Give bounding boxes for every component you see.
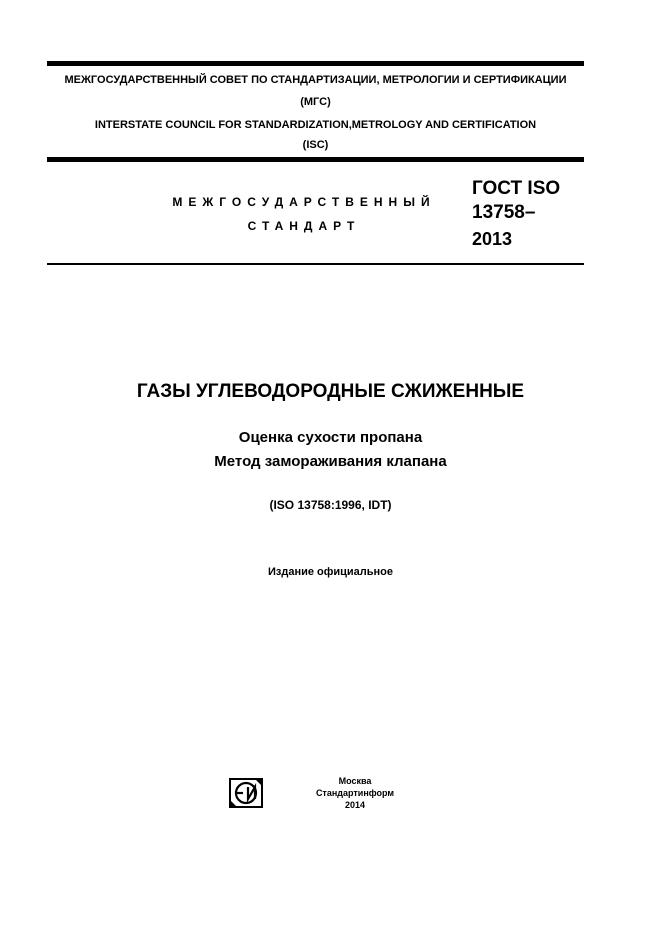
council-name-ru: МЕЖГОСУДАРСТВЕННЫЙ СОВЕТ ПО СТАНДАРТИЗАЦИИ, МЕТРОЛОГИИ И СЕРТИФИКАЦИИ: [64, 74, 567, 86]
standard-code-line2: 13758–: [472, 202, 536, 223]
council-abbr-en: (ISC): [302, 139, 329, 151]
publisher-city: Москва: [338, 776, 372, 786]
bottom-rule: [47, 263, 584, 265]
standard-code-line1: ГОСТ ISO: [472, 178, 561, 199]
council-name-en: INTERSTATE COUNCIL FOR STANDARDIZATION,METROLOGY AND CERTIFICATION: [94, 119, 537, 131]
document-title: ГАЗЫ УГЛЕВОДОРОДНЫЕ СЖИЖЕННЫЕ: [136, 381, 525, 402]
standartinform-logo-icon: [229, 778, 263, 808]
document-subtitle-1: Оценка сухости пропана: [238, 429, 423, 446]
iso-reference: (ISO 13758:1996, IDT): [269, 498, 392, 512]
standard-type-line2: СТАНДАРТ: [247, 219, 361, 233]
document-subtitle-2: Метод замораживания клапана: [214, 453, 447, 470]
top-rule: [47, 61, 584, 66]
publisher-name: Стандартинформ: [315, 788, 395, 798]
standard-code-line3: 2013: [472, 229, 513, 249]
middle-rule: [47, 157, 584, 162]
standard-type-line1: МЕЖГОСУДАРСТВЕННЫЙ: [172, 195, 436, 209]
council-abbr-ru: (МГС): [300, 96, 331, 108]
edition-note: Издание официальное: [267, 566, 394, 578]
publication-year: 2014: [344, 800, 366, 810]
